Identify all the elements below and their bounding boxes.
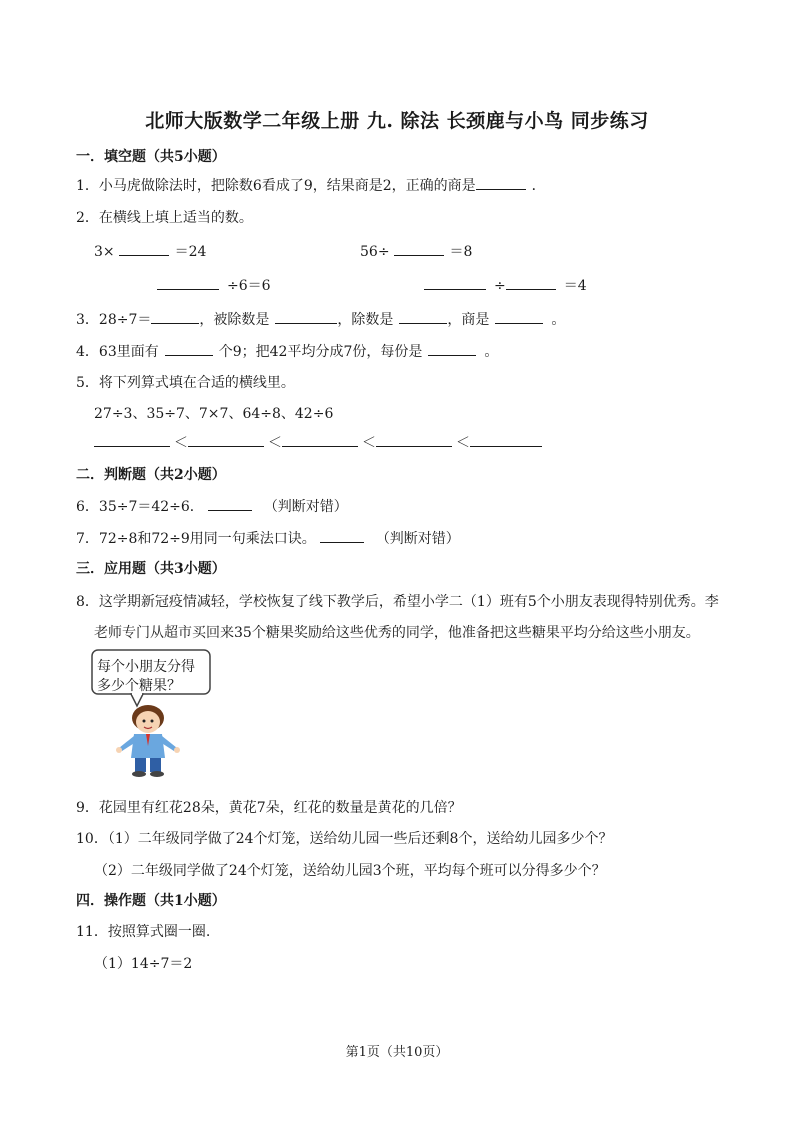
q6-text: 6．35÷7＝42÷6．	[76, 499, 204, 515]
answer-blank[interactable]	[394, 243, 444, 256]
question-2-stem: 2．在横线上填上适当的数。	[76, 210, 253, 226]
answer-blank[interactable]	[119, 243, 169, 256]
question-1	[76, 175, 546, 195]
section-heading-operate: 四．操作题（共1小题）	[76, 893, 226, 909]
answer-blank[interactable]	[275, 311, 337, 324]
boy-trousers	[135, 758, 146, 772]
q7-note: （判断对错）	[375, 531, 460, 547]
q3-text-d: ，商是	[447, 312, 490, 328]
q3-text-c: ，除数是	[337, 312, 394, 328]
page-footer: 第1页（共10页）	[345, 1045, 449, 1060]
question-2-item-a	[94, 241, 206, 261]
punctuation: ．	[531, 178, 546, 194]
question-3	[76, 309, 565, 329]
expr-right: ＝8	[449, 244, 473, 260]
question-9: 9．花园里有红花28朵，黄花7朵，红花的数量是黄花的几倍？	[76, 800, 462, 816]
question-10-part-2: （2）二年级同学做了24个灯笼，送给幼儿园3个班，平均每个班可以分得多少个？	[94, 863, 606, 879]
less-than-sign: ＜	[456, 435, 470, 451]
q7-text: 7．72÷8和72÷9用同一句乘法口诀。	[76, 531, 316, 547]
expr-right: ÷6＝6	[227, 278, 271, 294]
expr-left: 3×	[94, 244, 115, 260]
punctuation: 。	[484, 344, 499, 360]
speech-bubble-line-1: 每个小朋友分得	[97, 659, 195, 675]
answer-blank[interactable]	[399, 311, 447, 324]
question-4	[76, 341, 498, 361]
question-5-order-row	[94, 432, 542, 452]
punctuation: 。	[551, 312, 566, 328]
q6-note: （判断对错）	[263, 499, 348, 515]
question-5-stem: 5．将下列算式填在合适的横线里。	[76, 375, 295, 391]
answer-blank[interactable]	[151, 311, 199, 324]
expr-mid: ÷	[494, 278, 506, 294]
question-6	[76, 496, 348, 516]
answer-blank[interactable]	[495, 311, 543, 324]
answer-blank[interactable]	[320, 530, 364, 543]
expr-left: 56÷	[360, 244, 390, 260]
expr-right: ＝4	[563, 278, 587, 294]
answer-blank[interactable]	[165, 343, 213, 356]
answer-blank[interactable]	[208, 498, 252, 511]
question-10-part-1: 10．（1）二年级同学做了24个灯笼，送给幼儿园一些后还剩8个，送给幼儿园多少个？	[76, 831, 613, 847]
section-heading-fill: 一．填空题（共5小题）	[76, 149, 226, 165]
question-11-part-1: （1）14÷7＝2	[94, 956, 193, 972]
answer-blank[interactable]	[282, 434, 358, 447]
q4-text-b: 个9；把42平均分成7份，每份是	[218, 344, 423, 360]
q4-text-a: 4．63里面有	[76, 344, 159, 360]
answer-blank[interactable]	[424, 277, 486, 290]
section-heading-apply: 三．应用题（共3小题）	[76, 561, 226, 577]
answer-blank[interactable]	[506, 277, 556, 290]
speech-bubble-tail	[131, 694, 143, 706]
boy-face	[136, 711, 160, 733]
answer-blank[interactable]	[157, 277, 219, 290]
less-than-sign: ＜	[362, 435, 376, 451]
less-than-sign: ＜	[174, 435, 188, 451]
section-heading-judge: 二．判断题（共2小题）	[76, 467, 226, 483]
question-8-line-2: 老师专门从超市买回来35个糖果奖励给这些优秀的同学，他准备把这些糖果平均分给这些小朋友。	[94, 625, 700, 641]
q3-text-a: 3．28÷7＝	[76, 312, 152, 328]
answer-blank[interactable]	[470, 434, 542, 447]
speech-bubble-line-2: 多少个糖果？	[97, 678, 181, 694]
answer-blank[interactable]	[188, 434, 264, 447]
question-2-item-c	[157, 275, 271, 295]
question-8-line-1: 8．这学期新冠疫情减轻，学校恢复了线下教学后，希望小学二（1）班有5个小朋友表现得特别优秀。李	[76, 594, 719, 610]
answer-blank[interactable]	[428, 343, 476, 356]
answer-blank[interactable]	[94, 434, 170, 447]
less-than-sign: ＜	[268, 435, 282, 451]
answer-blank[interactable]	[376, 434, 452, 447]
expr-right: ＝24	[174, 244, 207, 260]
question-5-expressions: 27÷3、35÷7、7×7、64÷8、42÷6	[94, 406, 334, 422]
question-7	[76, 528, 460, 548]
q3-text-b: ，被除数是	[199, 312, 270, 328]
document-title: 北师大版数学二年级上册 九. 除法 长颈鹿与小鸟 同步练习	[145, 110, 649, 132]
answer-blank[interactable]	[476, 177, 526, 190]
question-1-text: 1．小马虎做除法时，把除数6看成了9，结果商是2，正确的商是	[76, 178, 476, 194]
boy-speech-illustration	[91, 648, 221, 778]
question-2-item-d	[424, 275, 587, 295]
question-11-stem: 11．按照算式圈一圈.	[76, 924, 211, 940]
question-2-item-b	[360, 241, 472, 261]
